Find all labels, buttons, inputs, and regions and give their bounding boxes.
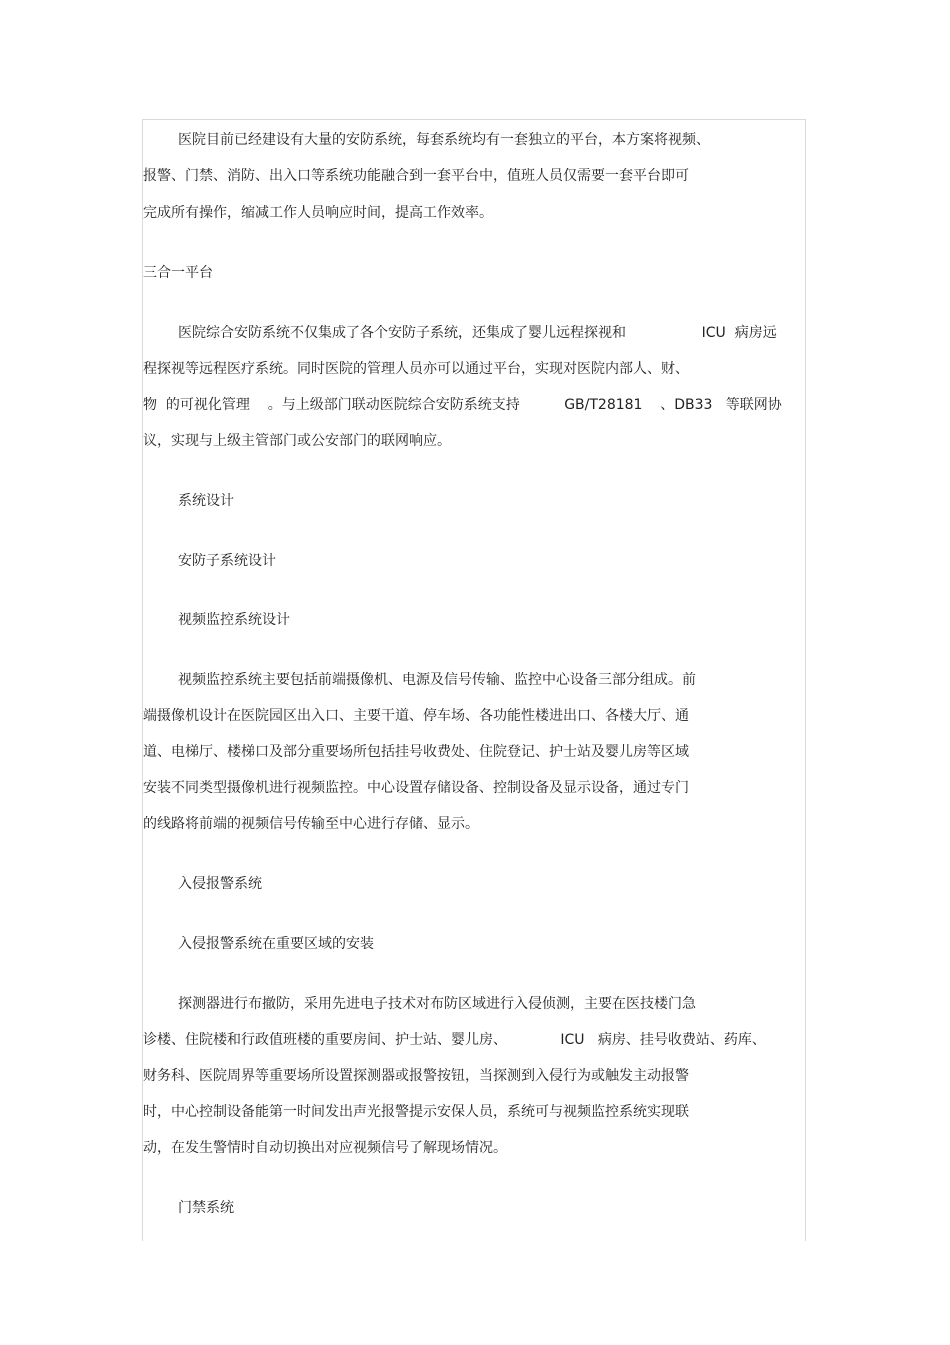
heading: 系统设计	[178, 493, 234, 509]
paragraph-line: 动，在发生警情时自动切换出对应视频信号了解现场情况。	[143, 1140, 507, 1156]
paragraph-line: 安装不同类型摄像机进行视频监控。中心设置存储设备、控制设备及显示设备，通过专门	[143, 780, 689, 796]
heading: 安防子系统设计	[178, 553, 276, 569]
paragraph-line: 道、电梯厅、楼梯口及部分重要场所包括挂号收费处、住院登记、护士站及婴儿房等区域	[143, 744, 689, 760]
paragraph-line: 完成所有操作，缩减工作人员响应时间，提高工作效率。	[143, 205, 493, 221]
paragraph-line: 时，中心控制设备能第一时间发出声光报警提示安保人员，系统可与视频监控系统实现联	[143, 1104, 689, 1120]
paragraph-line: 端摄像机设计在医院园区出入口、主要干道、停车场、各功能性楼进出口、各楼大厅、通	[143, 708, 689, 724]
paragraph-line: 探测器进行布撤防，采用先进电子技术对布防区域进行入侵侦测，主要在医技楼门急	[178, 996, 696, 1012]
heading: 视频监控系统设计	[178, 612, 290, 628]
heading: 入侵报警系统	[178, 876, 262, 892]
paragraph-line: 程探视等远程医疗系统。同时医院的管理人员亦可以通过平台，实现对医院内部人、财、	[143, 361, 689, 377]
paragraph-line: 报警、门禁、消防、出入口等系统功能融合到一套平台中，值班人员仅需要一套平台即可	[143, 168, 689, 184]
paragraph-line: 医院综合安防系统不仅集成了各个安防子系统，还集成了婴儿远程探视和 ICU 病房远	[178, 325, 777, 341]
heading: 入侵报警系统在重要区域的安装	[178, 936, 374, 952]
heading: 三合一平台	[143, 265, 213, 281]
paragraph-line: 医院目前已经建设有大量的安防系统，每套系统均有一套独立的平台，本方案将视频、	[178, 132, 710, 148]
paragraph-line: 视频监控系统主要包括前端摄像机、电源及信号传输、监控中心设备三部分组成。前	[178, 672, 696, 688]
paragraph-line: 财务科、医院周界等重要场所设置探测器或报警按钮，当探测到入侵行为或触发主动报警	[143, 1068, 689, 1084]
paragraph-line: 议，实现与上级主管部门或公安部门的联网响应。	[143, 433, 451, 449]
paragraph-line: 诊楼、住院楼和行政值班楼的重要房间、护士站、婴儿房、 ICU 病房、挂号收费站、药库、	[143, 1032, 766, 1048]
heading: 门禁系统	[178, 1200, 234, 1216]
paragraph-line: 物 的可视化管理 。与上级部门联动医院综合安防系统支持 GB/T28181 、DB33 等联网协	[143, 397, 782, 413]
paragraph-line: 的线路将前端的视频信号传输至中心进行存储、显示。	[143, 816, 479, 832]
